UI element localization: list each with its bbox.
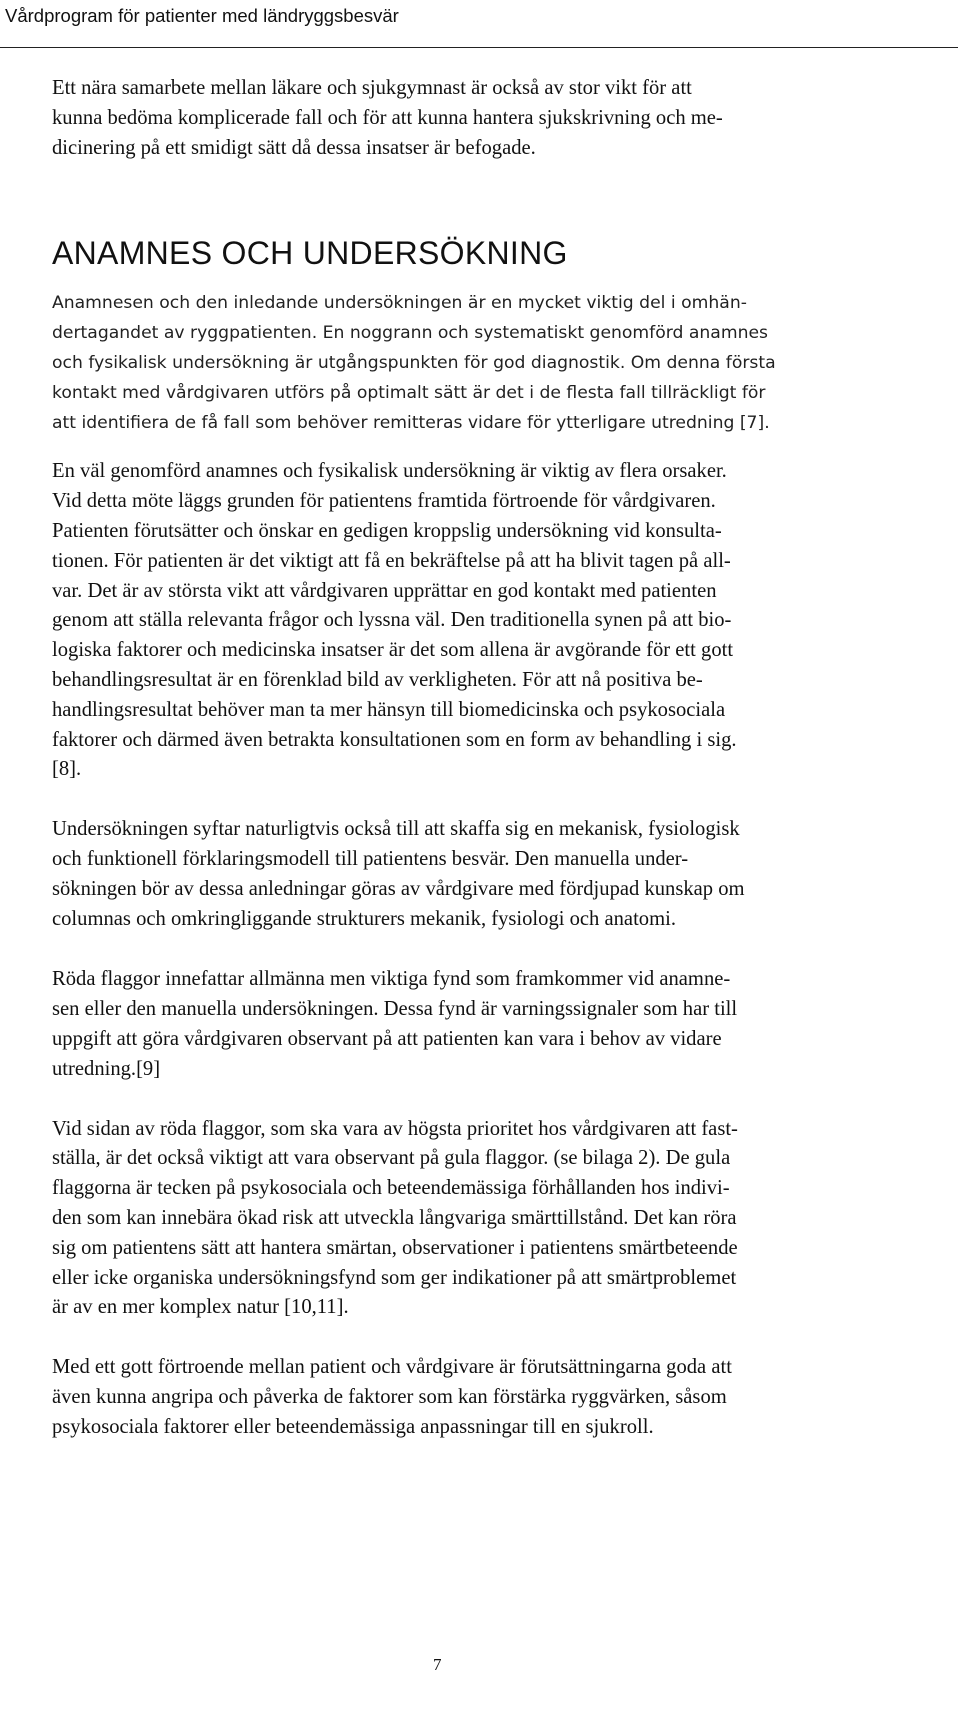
text-line: [8]. <box>52 758 82 781</box>
running-header <box>0 0 960 52</box>
text-line: Vid detta möte läggs grunden för patientens framtida förtroende för vårdgivaren. <box>52 490 716 513</box>
text-line: faktorer och därmed även betrakta konsultationen som en form av behandling i sig. <box>52 728 737 751</box>
text-line: den som kan innebära ökad risk att utveckla långvariga smärttillstånd. Det kan röra <box>52 1206 737 1229</box>
intro-paragraph <box>52 74 922 163</box>
page-number: 7 <box>433 1655 442 1674</box>
section-heading: ANAMNES OCH UNDERSÖKNING <box>52 235 568 272</box>
text-line: flaggorna är tecken på psykosociala och beteendemässiga förhållanden hos indivi- <box>52 1177 730 1200</box>
examination-paragraph <box>52 815 922 934</box>
text-line: columnas och omkringliggande strukturers mekanik, fysiologi och anatomi. <box>52 907 676 930</box>
header-rule <box>0 47 958 48</box>
text-line: uppgift att göra vårdgivaren observant på att patienten kan vara i behov av vidare <box>52 1027 722 1050</box>
text-line: ställa, är det också viktigt att vara observant på gula flaggor. (se bilaga 2). De gula <box>52 1147 731 1170</box>
text-line: Undersökningen syftar naturligtvis också till att skaffa sig en mekanisk, fysiologisk <box>52 818 740 841</box>
red-flags-paragraph <box>52 965 922 1084</box>
text-line: kunna bedöma komplicerade fall och för att kunna hantera sjukskrivning och me- <box>52 106 723 129</box>
text-line: genom att ställa relevanta frågor och lyssna väl. Den traditionella synen på att bio- <box>52 609 732 632</box>
text-line: utredning.[9] <box>52 1057 161 1080</box>
trust-paragraph <box>52 1353 922 1442</box>
text-line: behandlingsresultat är en förenklad bild av verkligheten. För att nå positiva be- <box>52 668 703 691</box>
text-line: sig om patientens sätt att hantera smärtan, observationer i patientens smärtbeteende <box>52 1236 738 1259</box>
text-line: dertagandet av ryggpatienten. En noggrann och systematiskt genomförd anamnes <box>52 323 769 344</box>
text-line: och fysikalisk undersökning är utgångspunkten för god diagnostik. Om denna första <box>52 352 776 373</box>
well-performed-paragraph <box>52 457 922 785</box>
text-line: Anamnesen och den inledande undersökningen är en mycket viktig del i omhän- <box>52 293 747 314</box>
text-line: Röda flaggor innefattar allmänna men viktiga fynd som framkommer vid anamne- <box>52 968 731 991</box>
anamnes-paragraph <box>52 289 922 438</box>
text-line: En väl genomförd anamnes och fysikalisk undersökning är viktig av flera orsaker. <box>52 460 727 483</box>
text-line: var. Det är av största vikt att vårdgivaren upprättar en god kontakt med patienten <box>52 579 717 602</box>
text-line: Vid sidan av röda flaggor, som ska vara av högsta prioritet hos vårdgivaren att fast- <box>52 1117 738 1140</box>
yellow-flags-paragraph <box>52 1115 922 1324</box>
text-line: sen eller den manuella undersökningen. Dessa fynd är varningssignaler som har till <box>52 998 738 1021</box>
text-line: att identifiera de få fall som behöver remitteras vidare för ytterligare utredning [7]. <box>52 412 770 433</box>
text-line: kontakt med vårdgivaren utförs på optimalt sätt är det i de flesta fall tillräckligt för <box>52 382 766 403</box>
text-line: eller icke organiska undersökningsfynd som ger indikationer på att smärtproblemet <box>52 1266 737 1289</box>
text-line: Med ett gott förtroende mellan patient och vårdgivare är förutsättningarna goda att <box>52 1356 732 1379</box>
text-line: dicinering på ett smidigt sätt då dessa insatser är befogade. <box>52 136 536 159</box>
running-header-title: Vårdprogram för patienter med ländryggsbesvär <box>5 5 399 26</box>
text-line: handlingsresultat behöver man ta mer hänsyn till biomedicinska och psykosociala <box>52 698 726 721</box>
text-line: och funktionell förklaringsmodell till patientens besvär. Den manuella under- <box>52 847 689 870</box>
page-body <box>52 74 922 1442</box>
text-line: psykosociala faktorer eller beteendemässiga anpassningar till en sjukroll. <box>52 1415 654 1438</box>
text-line: sökningen bör av dessa anledningar göras av vårdgivare med fördjupad kunskap om <box>52 877 745 900</box>
text-line: Patienten förutsätter och önskar en gedigen kroppslig undersökning vid konsulta- <box>52 519 722 542</box>
text-line: logiska faktorer och medicinska insatser är det som allena är avgörande för ett gott <box>52 639 734 662</box>
text-line: Ett nära samarbete mellan läkare och sjukgymnast är också av stor vikt för att <box>52 77 692 99</box>
text-line: även kunna angripa och påverka de faktorer som kan förstärka ryggvärken, såsom <box>52 1385 727 1408</box>
text-line: är av en mer komplex natur [10,11]. <box>52 1296 349 1319</box>
text-line: tionen. För patienten är det viktigt att få en bekräftelse på att ha blivit tagen på all- <box>52 549 731 572</box>
